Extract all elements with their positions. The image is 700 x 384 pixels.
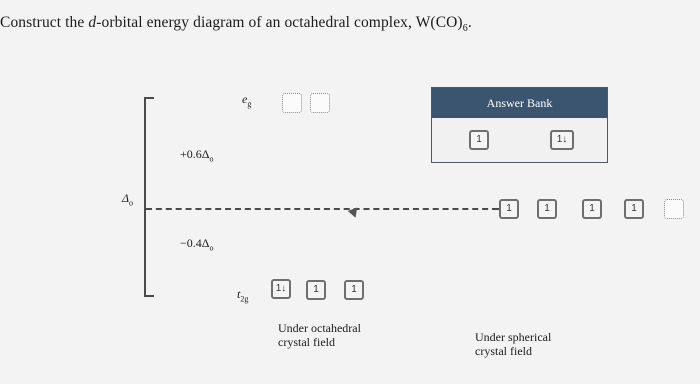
answer-bank [431,87,608,163]
answer-bank-title: Answer Bank [432,88,607,118]
t2g-orbital-slot-1[interactable]: 1↓ [271,279,291,299]
spherical-orbital-slot-2[interactable]: 1 [537,199,557,219]
spherical-orbital-slot-4[interactable]: 1 [624,199,644,219]
energy-axis [144,97,146,297]
question-suffix: . [467,14,472,31]
question-d-letter: d [88,14,97,31]
spherical-orbital-slot-1[interactable]: 1 [499,199,519,219]
plus-energy-sub: o [209,154,214,164]
minus-energy-label [180,236,213,252]
question-prefix: Construct the [0,14,89,31]
spherical-orbital-slot-3[interactable]: 1 [582,199,602,219]
eg-orbital-slot-1[interactable] [282,93,302,113]
plus-energy-text: +0.6Δ [180,147,210,161]
octahedral-caption [278,321,361,349]
question-text [0,14,560,34]
delta-symbol: Δ [122,191,130,205]
delta-o-label [122,191,133,207]
plus-energy-label [180,147,213,163]
energy-axis-top-tick [144,97,154,99]
eg-orbital-slot-2[interactable] [310,93,330,113]
barycenter-line [146,208,498,210]
t2g-letter: t [237,287,241,301]
eg-sub: g [247,99,252,109]
spherical-orbital-slot-5[interactable] [664,199,684,219]
spherical-caption [475,330,551,358]
question-subscript: 6 [462,23,468,35]
delta-sub: o [129,198,134,208]
question-middle: -orbital energy diagram of an octahedral complex, W(CO) [96,14,463,31]
energy-axis-bottom-tick [144,295,154,297]
t2g-orbital-slot-3[interactable]: 1 [344,280,364,300]
octahedral-caption-line-1: Under octahedral [278,321,361,335]
eg-label [242,92,251,108]
t2g-orbital-slot-2[interactable]: 1 [306,280,326,300]
minus-energy-sub: o [209,243,214,253]
spherical-caption-line-2: crystal field [475,344,532,358]
answer-bank-item-single-electron[interactable]: 1 [469,130,489,150]
spherical-caption-line-1: Under spherical [475,330,552,344]
minus-energy-text: −0.4Δ [180,236,210,250]
answer-bank-item-electron-pair[interactable]: 1↓ [550,130,574,150]
t2g-label [237,287,248,303]
t2g-sub: 2g [240,294,249,304]
eg-letter: e [242,92,248,106]
octahedral-caption-line-2: crystal field [278,335,335,349]
